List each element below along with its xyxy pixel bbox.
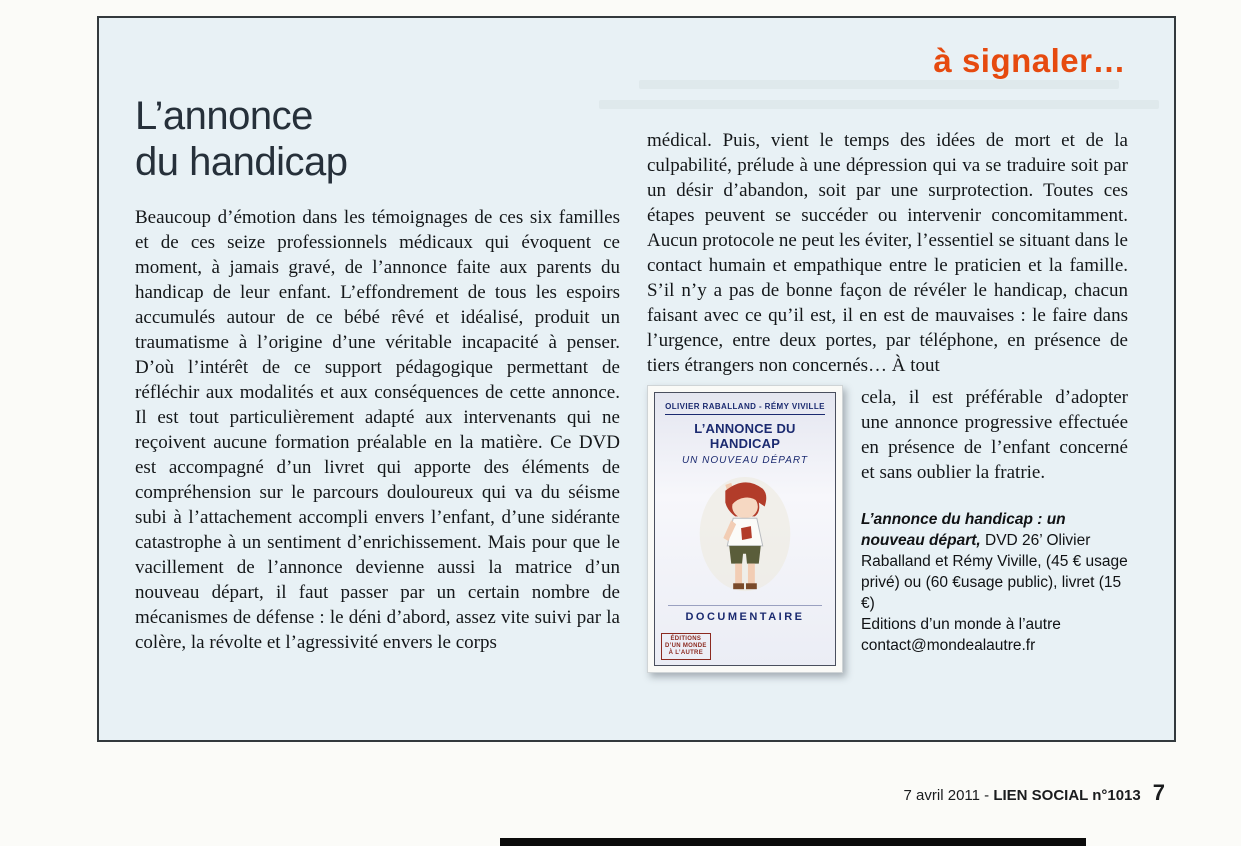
caption-details: DVD 26’ Olivier Raballand et Rémy Viville, (45 € usage privé) ou (60 €usage public), livret (15 €) (860, 532, 1128, 612)
page-footer (904, 780, 1165, 806)
dvd-caption (861, 509, 1128, 656)
left-column (135, 94, 620, 673)
media-side-text (861, 385, 1128, 673)
dvd-bottom-band (661, 633, 829, 660)
dvd-cover-photo (647, 385, 843, 673)
dvd-cover (654, 392, 836, 666)
scan-artifact-bar (500, 838, 1086, 846)
article-title (135, 94, 620, 185)
footer-page-number: 7 (1152, 780, 1165, 805)
caption-title: L’annonce du handicap : un nouveau départ, (860, 511, 1066, 549)
title-line-2: du handicap (135, 139, 348, 184)
dvd-publisher-line-1: ÉDITIONS (670, 636, 702, 642)
right-column (647, 94, 1128, 673)
article-panel (97, 16, 1176, 742)
dvd-publisher-logo (661, 633, 711, 660)
title-line-1: L’annonce (135, 94, 313, 138)
article-paragraph-left: Beaucoup d’émotion dans les témoignages de ces six familles et de ces seize professionnels médicaux qui évoquent ce moment, à jamais gravé, de l’annonce faite aux parents du handicap de leur enfant. L’effondrement de tous les espoirs accumulés autour de ce bébé rêvé et idéalisé, produit un traumatisme à l’origine d’une véritable incapacité à penser. D’où l’intérêt de ce support pédagogique permettant de réfléchir aux modalités et aux conséquences de cette annonce. Il est tout particulièrement adapté aux intervenants qui ne reçoivent aucune formation préalable en la matière. Ce DVD est accompagné d’un livret qui apporte des éléments de compréhension sur le parcours douloureux qui va du séisme subi à l’attachement accompli envers l’enfant, d’une sidérante catastrophe à un sentiment d’enrichissement. Mais pour que le vacillement de l’annonce devienne aussi la matrice d’un nouveau départ, il faut passer par un certain nombre de mécanismes de défense : le déni d’abord, assez vite suivi par la colère, la révolte et l’agressivité envers le corps (135, 207, 620, 654)
caption-publisher: Editions d’un monde à l’autre (860, 616, 1061, 633)
footer-date: 7 avril 2011 - (903, 787, 994, 804)
dvd-subtitle: UN NOUVEAU DÉPART (681, 455, 809, 466)
dvd-type-label: DOCUMENTAIRE (668, 605, 823, 623)
dvd-cover-illustration (670, 473, 820, 601)
article-columns (135, 94, 1128, 673)
dvd-title: L’ANNONCE DU HANDICAP (694, 421, 796, 451)
dvd-publisher-line-3: À L’AUTRE (668, 650, 703, 656)
article-paragraph-wrapped: cela, il est préférable d’adopter une annonce progressive effectuée en présence de l’enfant concerné et sans oublier la fratrie. (860, 387, 1128, 483)
footer-journal-name: LIEN SOCIAL n°1013 (993, 787, 1141, 804)
article-paragraph-right: médical. Puis, vient le temps des idées de mort et de la culpabilité, prélude à une dépression qui va se traduire soit par un désir d’abandon, soit par une surprotection. Toutes ces étapes peuvent se succéder ou intervenir concomitamment. Aucun protocole ne peut les éviter, l’essentiel se situant dans le contact humain et empathique entre le praticien et la famille. S’il n’y a pas de bonne façon de révéler le handicap, chacun faisant avec ce qu’il est, il en est de mauvaises : le faire dans l’urgence, entre deux portes, par téléphone, en présence de tiers étrangers non concernés… À tout (646, 130, 1128, 376)
section-label: à signaler… (933, 42, 1126, 79)
caption-email: contact@mondealautre.fr (860, 637, 1036, 654)
dvd-publisher-line-2: D’UN MONDE (664, 643, 707, 649)
media-row (647, 385, 1128, 673)
dvd-authors: OLIVIER RABALLAND - RÉMY VIVILLE (665, 402, 825, 415)
